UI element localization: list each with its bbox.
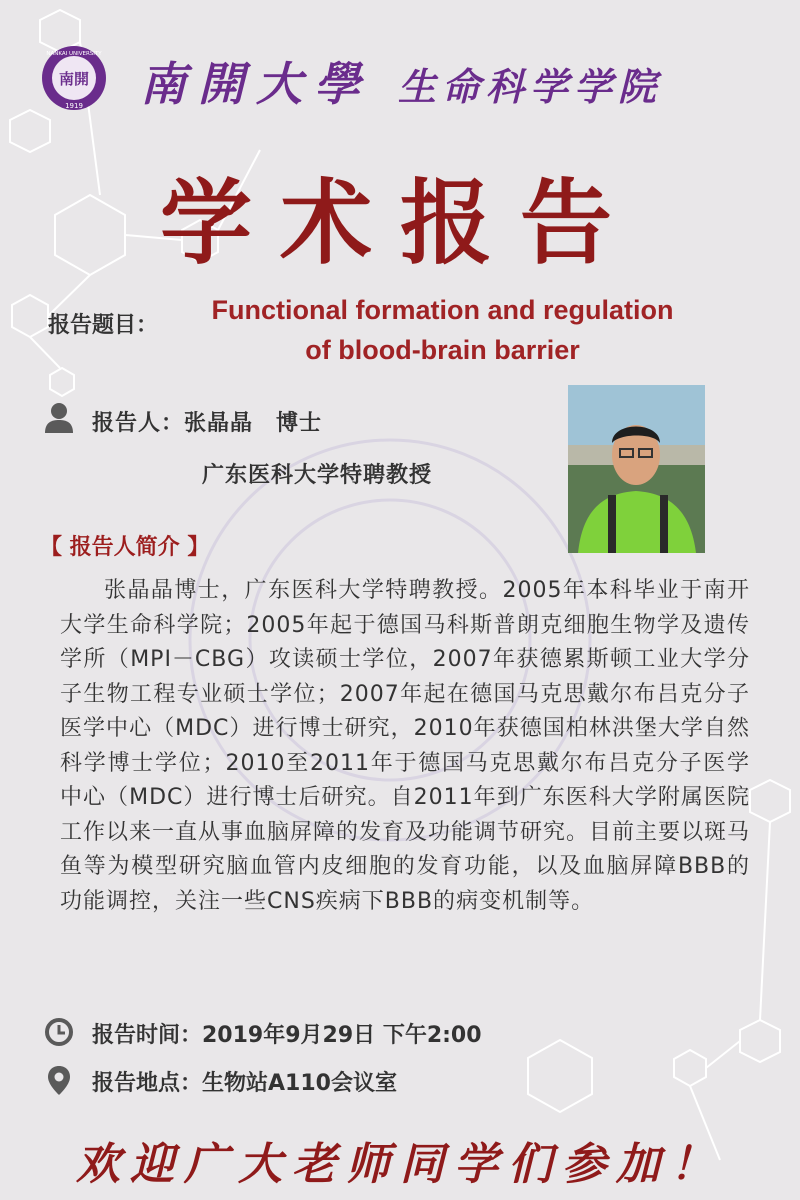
location-pin-icon: [44, 1064, 74, 1096]
header: [40, 44, 760, 114]
person-icon: [44, 402, 74, 434]
seal-center-text: 南開: [58, 70, 90, 88]
speaker-photo: [568, 385, 705, 553]
report-time: 报告时间：2019年9月29日 下午2:00: [92, 1023, 482, 1048]
clock-icon: [44, 1016, 74, 1048]
school-name: 南開大學: [140, 57, 372, 111]
welcome-slogan: 欢迎广大老师同学们参加！: [76, 1139, 724, 1190]
nankai-seal-logo: [40, 44, 108, 112]
bio-section-title: 【 报告人简介 】: [40, 535, 210, 560]
topic-line-1: Functional formation and regulation: [211, 295, 674, 325]
speaker-affiliation: 广东医科大学特聘教授: [202, 463, 433, 488]
topic-title: [170, 290, 715, 370]
seal-text: NANKAI UNIVERSITY: [46, 51, 102, 57]
report-place: 报告地点：生物站A110会议室: [92, 1071, 397, 1096]
topic-label: 报告题目：: [48, 313, 159, 338]
topic-line-2: of blood-brain barrier: [305, 335, 580, 365]
speaker-name: 报告人：张晶晶 博士: [92, 411, 323, 436]
speaker-bio: 张晶晶博士，广东医科大学特聘教授。2005年本科毕业于南开大学生命科学院；2005年起于德国马科斯普朗克细胞生物学及遗传学所（MPI－CBG）攻读硕士学位，2007年获德累斯顿工业大学分子生物工程专业硕士学位；2007年起在德国马克思戴尔布吕克分子医学中心（MDC）进行博士研究，2010年获德国柏林洪堡大学自然科学博士学位；2010至2011年于德国马克思戴尔布吕克分子医学中心（MDC）进行博士后研究。自2011年到广东医科大学附属医院工作以来一直从事血脑屏障的发育及功能调节研究。目前主要以斑马鱼等为模型研究脑血管内皮细胞的发育功能，以及血脑屏障BBB的功能调控，关注一些CNS疾病下BBB的病变机制等。: [60, 578, 751, 914]
college-name: 生命科学学院: [398, 64, 663, 109]
poster-title: 学术报告: [159, 169, 640, 277]
seal-year: 1919: [65, 102, 83, 110]
